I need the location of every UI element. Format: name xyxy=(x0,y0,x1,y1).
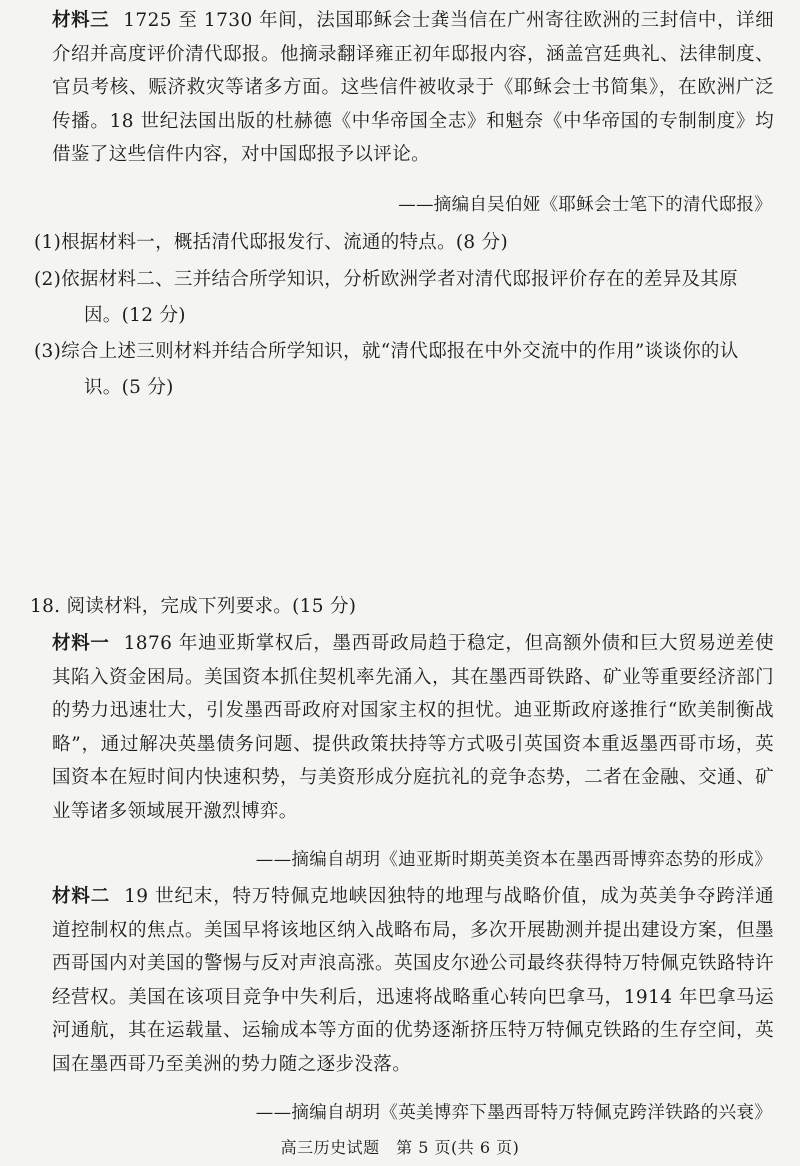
question-17-1-text: (1)根据材料一，概括清代邸报发行、流通的特点。(8 分) xyxy=(34,232,508,253)
q18-material-2-text: 19 世纪末，特万特佩克地峡因独特的地理与战略价值，成为英美争夺跨洋通道控制权的焦点。美国早将该地区纳入战略布局，多次开展勘测并提出建设方案，但墨西哥国内对美国的警惕与反对声浪高涨。英国皮尔逊公司最终获得特万特佩克铁路特许经营权。美国在该项目竞争中失利后，迅速将战略重心转向巴拿马，1914 年巴拿马运河通航，其在运载量、运输成本等方面的优势逐渐挤压特万特佩克铁路的生存空间，英国在墨西哥乃至美洲的势力随之逐步没落。 xyxy=(52,886,774,1075)
q18-material-2-source: ——摘编自胡玥《英美博弈下墨西哥特万特佩克跨洋铁路的兴衰》 xyxy=(255,1103,772,1123)
question-17-3 xyxy=(34,334,774,406)
q18-material-1-text: 1876 年迪亚斯掌权后，墨西哥政局趋于稳定，但高额外债和巨大贸易逆差使其陷入资金困局。美国资本抓住契机率先涌入，其在墨西哥铁路、矿业等重要经济部门的势力迅速壮大，引发墨西哥政府对国家主权的担忧。迪亚斯政府遂推行“欧美制衡战略”，通过解决英墨债务问题、提供政策扶持等方式吸引英国资本重返墨西哥市场，英国资本在短时间内快速积势，与美资形成分庭抗礼的竞争态势，二者在金融、交通、矿业等诸多领域展开激烈博弈。 xyxy=(52,633,774,822)
question-17-2 xyxy=(34,262,774,334)
page-footer: 高三历史试题 第 5 页(共 6 页) xyxy=(280,1138,520,1157)
q18-material-2-paragraph xyxy=(52,880,774,1082)
q18-material-2-label: 材料二 xyxy=(52,886,111,907)
q18-material-1-label: 材料一 xyxy=(52,633,110,654)
material-3-label: 材料三 xyxy=(52,10,110,31)
material-3-source: ——摘编自吴伯娅《耶稣会士笔下的清代邸报》 xyxy=(398,195,772,215)
q18-material-1-source: ——摘编自胡玥《迪亚斯时期英美资本在墨西哥博弈态势的形成》 xyxy=(255,850,772,870)
q18-material-1-paragraph xyxy=(52,627,774,829)
material-3-paragraph xyxy=(52,4,774,172)
question-18-title: 18. 阅读材料，完成下列要求。(15 分) xyxy=(30,596,357,617)
question-17-1 xyxy=(34,225,774,261)
question-17-2-line1: (2)依据材料二、三并结合所学知识，分析欧洲学者对清代邸报评价存在的差异及其原 xyxy=(34,269,738,290)
question-17-3-line2: 识。(5 分) xyxy=(84,377,174,398)
question-17-3-line1: (3)综合上述三则材料并结合所学知识，就“清代邸报在中外交流中的作用”谈谈你的认 xyxy=(34,341,739,362)
material-3-text: 1725 至 1730 年间，法国耶稣会士龚当信在广州寄往欧洲的三封信中，详细介绍并高度评价清代邸报。他摘录翻译雍正初年邸报内容，涵盖宫廷典礼、法律制度、官员考核、赈济救灾等诸多方面。这些信件被收录于《耶稣会士书简集》，在欧洲广泛传播。18 世纪法国出版的杜赫德《中华帝国全志》和魁奈《中华帝国的专制制度》均借鉴了这些信件内容，对中国邸报予以评论。 xyxy=(52,10,775,166)
question-17-2-line2: 因。(12 分) xyxy=(84,305,186,326)
